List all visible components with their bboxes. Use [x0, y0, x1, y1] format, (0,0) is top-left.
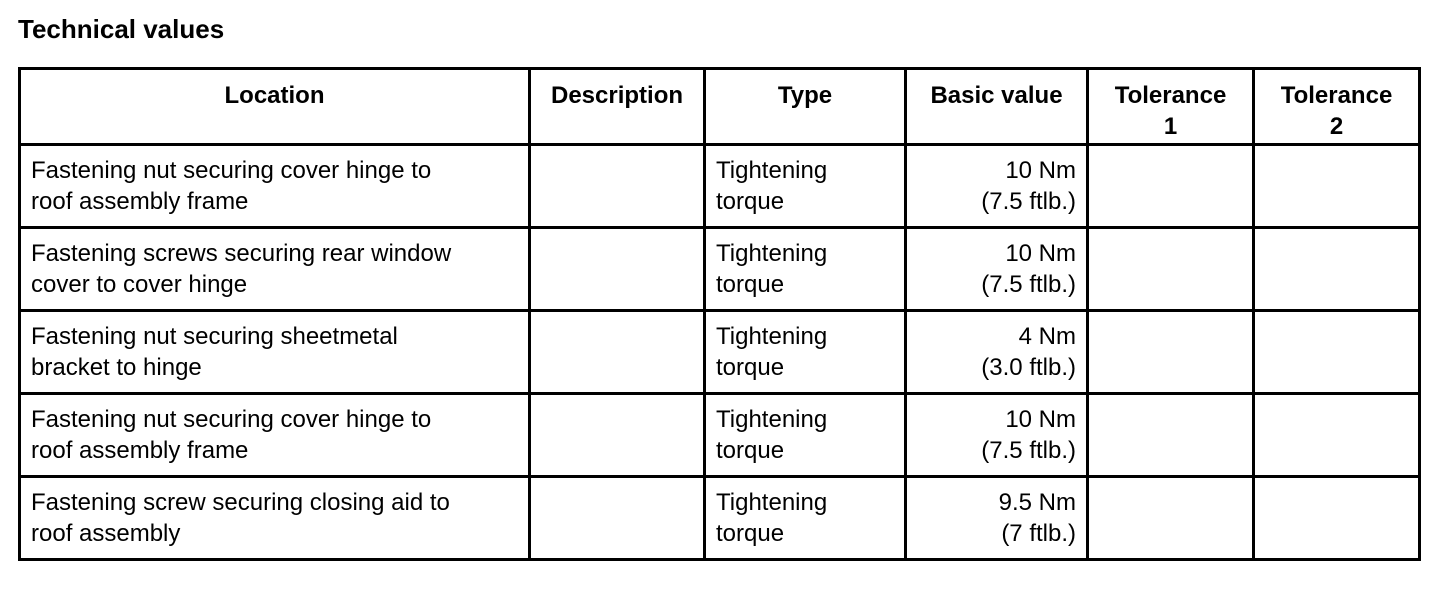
- cell-basic-value: 9.5 Nm (7 ftlb.): [906, 477, 1088, 560]
- cell-tolerance-1: [1088, 394, 1254, 477]
- cell-tolerance-2: [1254, 228, 1420, 311]
- cell-location: Fastening nut securing cover hinge to roof assembly frame: [20, 145, 530, 228]
- cell-type: Tightening torque: [705, 477, 906, 560]
- header-row: [20, 69, 1420, 145]
- table-row: [20, 477, 1420, 560]
- cell-tolerance-2: [1254, 394, 1420, 477]
- cell-type: Tightening torque: [705, 394, 906, 477]
- cell-tolerance-1: [1088, 145, 1254, 228]
- cell-tolerance-1: [1088, 311, 1254, 394]
- cell-description: [530, 311, 705, 394]
- header-tolerance-2: Tolerance 2: [1254, 69, 1420, 145]
- cell-basic-value: 10 Nm (7.5 ftlb.): [906, 145, 1088, 228]
- cell-description: [530, 228, 705, 311]
- table-row: [20, 311, 1420, 394]
- cell-basic-value: 10 Nm (7.5 ftlb.): [906, 394, 1088, 477]
- cell-tolerance-2: [1254, 477, 1420, 560]
- cell-location: Fastening screw securing closing aid to roof assembly: [20, 477, 530, 560]
- cell-tolerance-1: [1088, 477, 1254, 560]
- header-description: Description: [530, 69, 705, 145]
- technical-values-table: [18, 67, 1421, 561]
- header-tolerance-1: Tolerance 1: [1088, 69, 1254, 145]
- cell-location: Fastening nut securing sheetmetal bracket to hinge: [20, 311, 530, 394]
- header-basic-value: Basic value: [906, 69, 1088, 145]
- cell-tolerance-2: [1254, 145, 1420, 228]
- cell-tolerance-2: [1254, 311, 1420, 394]
- table-row: [20, 228, 1420, 311]
- cell-type: Tightening torque: [705, 228, 906, 311]
- cell-description: [530, 394, 705, 477]
- cell-type: Tightening torque: [705, 145, 906, 228]
- cell-basic-value: 4 Nm (3.0 ftlb.): [906, 311, 1088, 394]
- table-row: [20, 394, 1420, 477]
- cell-description: [530, 477, 705, 560]
- cell-tolerance-1: [1088, 228, 1254, 311]
- table-row: [20, 145, 1420, 228]
- cell-description: [530, 145, 705, 228]
- cell-location: Fastening nut securing cover hinge to roof assembly frame: [20, 394, 530, 477]
- cell-location: Fastening screws securing rear window cover to cover hinge: [20, 228, 530, 311]
- cell-basic-value: 10 Nm (7.5 ftlb.): [906, 228, 1088, 311]
- header-type: Type: [705, 69, 906, 145]
- cell-type: Tightening torque: [705, 311, 906, 394]
- section-title: Technical values: [18, 14, 225, 44]
- header-location: Location: [20, 69, 530, 145]
